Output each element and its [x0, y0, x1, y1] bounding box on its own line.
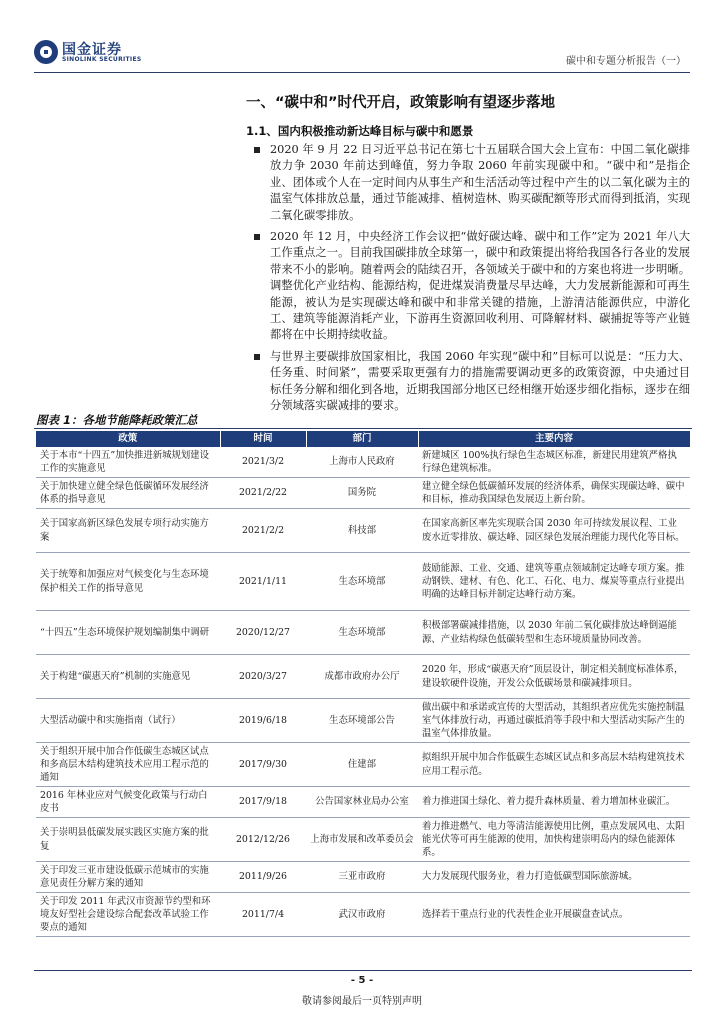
square-bullet-icon	[254, 147, 260, 153]
paragraph-text: 2020 年 12 月，中央经济工作会议把“做好碳达峰、碳中和工作”定为 2021 年八大工作重点之一。目前我国碳排放全球第一，碳中和政策提出将给我国各行各业的发展带来不小的影响。随着两会的陆续召开，各领域关于碳中和的方案也将进一步明晰。调整优化产业结构、能源结构，促进煤炭消费量尽早达峰，大力发展新能源和可再生能源，被认为是实现碳达峰和碳中和非常关键的措施，上游清洁能源供应，中游化工、建筑等能源消耗产业，下游再生资源回收利用、可降解材料、碳捕捉等等产业链都将在中长期持续收益。	[270, 230, 690, 342]
table-row	[36, 862, 690, 893]
logo-english-name: SINOLINK SECURITIES	[62, 56, 142, 63]
department-cell: 公告国家林业局办公室	[306, 787, 418, 818]
policy-cell: 关于组织开展中加合作低碳生态城区试点和多高层木结构建筑技术应用工程示范的通知	[36, 743, 220, 787]
date-cell: 2021/1/11	[220, 553, 306, 611]
policy-cell: 关于构建“碳惠天府”机制的实施意见	[36, 655, 220, 699]
department-cell: 生态环境部	[306, 611, 418, 655]
logo-icon	[34, 40, 58, 64]
policy-table	[36, 431, 691, 937]
date-cell: 2017/9/30	[220, 743, 306, 787]
policy-cell: 关于印发三亚市建设低碳示范城市的实施意见责任分解方案的通知	[36, 862, 220, 893]
table-row	[36, 478, 690, 509]
company-logo	[34, 40, 164, 68]
paragraph	[252, 349, 690, 415]
table-row	[36, 893, 690, 937]
department-cell: 武汉市政府	[306, 893, 418, 937]
department-cell: 科技部	[306, 509, 418, 553]
date-cell: 2012/12/26	[220, 818, 306, 862]
content-cell: 在国家高新区率先实现联合国 2030 年可持续发展议程、工业废水近零排放、碳达峰、园区绿色发展治理能力现代化等目标。	[418, 509, 690, 553]
department-cell: 生态环境部	[306, 553, 418, 611]
department-cell: 上海市人民政府	[306, 447, 418, 478]
paragraph	[252, 229, 690, 344]
figure-title: 图表 1：各地节能降耗政策汇总	[36, 413, 198, 427]
column-header-content: 主要内容	[418, 431, 690, 447]
policy-cell: 2016 年林业应对气候变化政策与行动白皮书	[36, 787, 220, 818]
content-cell: 选择若干重点行业的代表性企业开展碳盘查试点。	[418, 893, 690, 937]
table-row	[36, 743, 690, 787]
paragraph-text: 2020 年 9 月 22 日习近平总书记在第七十五届联合国大会上宣布：中国二氧化碳排放力争 2030 年前达到峰值，努力争取 2060 年前实现碳中和。“碳中和”是指企业、团体或个人在一定时间内从事生产和生活活动等过程中产生的以二氧化碳为主的温室气体排放总量，通过节能减排、植树造林、购买碳配额等形式而得到抵消，实现二氧化碳零排放。	[270, 143, 690, 222]
figure-divider	[34, 428, 692, 429]
table-row	[36, 787, 690, 818]
policy-cell: 关于崇明县低碳发展实践区实施方案的批复	[36, 818, 220, 862]
content-cell: 2020 年，形成“碳惠天府”顶层设计，制定相关制度标准体系，建设软硬件设施，开发公众低碳场景和碳减排项目。	[418, 655, 690, 699]
column-header-date: 时间	[220, 431, 306, 447]
table-row	[36, 447, 690, 478]
table-row	[36, 699, 690, 743]
paragraph-text: 与世界主要碳排放国家相比，我国 2060 年实现“碳中和”目标可以说是：“压力大、任务重、时间紧”，需要采取更强有力的措施需要调动更多的政策资源，中央通过目标任务分解和细化到各地，近期我国部分地区已经相继开始逐步细化指标，逐步在细分领域落实碳减排的要求。	[270, 349, 690, 413]
date-cell: 2011/9/26	[220, 862, 306, 893]
subsection-title: 1.1、国内积极推动新达峰目标与碳中和愿景	[246, 124, 474, 138]
square-bullet-icon	[254, 354, 260, 360]
content-cell: 新建城区 100%执行绿色生态城区标准，新建民用建筑严格执行绿色建筑标准。	[418, 447, 690, 478]
date-cell: 2017/9/18	[220, 787, 306, 818]
date-cell: 2021/2/2	[220, 509, 306, 553]
table-row	[36, 655, 690, 699]
content-cell: 大力发展现代服务业，着力打造低碳型国际旅游城。	[418, 862, 690, 893]
policy-cell: 关于印发 2011 年武汉市资源节约型和环境友好型社会建设综合配套改革试验工作要点的通知	[36, 893, 220, 937]
paragraph	[252, 142, 690, 224]
body-paragraphs	[252, 142, 690, 420]
date-cell: 2020/12/27	[220, 611, 306, 655]
policy-cell: 大型活动碳中和实施指南（试行）	[36, 699, 220, 743]
table-row	[36, 818, 690, 862]
policy-cell: 关于加快建立健全绿色低碳循环发展经济体系的指导意见	[36, 478, 220, 509]
date-cell: 2019/6/18	[220, 699, 306, 743]
content-cell: 做出碳中和承诺或宣传的大型活动，其组织者应优先实施控制温室气体排放行动，再通过碳抵消等手段中和大型活动实际产生的温室气体排放量。	[418, 699, 690, 743]
content-cell: 鼓励能源、工业、交通、建筑等重点领域制定达峰专项方案。推动钢铁、建材、有色、化工、石化、电力、煤炭等重点行业提出明确的达峰目标并制定达峰行动方案。	[418, 553, 690, 611]
date-cell: 2011/7/4	[220, 893, 306, 937]
column-header-department: 部门	[306, 431, 418, 447]
content-cell: 拟组织开展中加合作低碳生态城区试点和多高层木结构建筑技术应用工程示范。	[418, 743, 690, 787]
logo-chinese-name: 国金证券	[62, 42, 122, 58]
date-cell: 2020/3/27	[220, 655, 306, 699]
department-cell: 三亚市政府	[306, 862, 418, 893]
report-title: 碳中和专题分析报告（一）	[566, 56, 686, 67]
department-cell: 成都市政府办公厅	[306, 655, 418, 699]
department-cell: 住建部	[306, 743, 418, 787]
department-cell: 生态环境部公告	[306, 699, 418, 743]
page-header	[34, 36, 690, 73]
date-cell: 2021/3/2	[220, 447, 306, 478]
content-cell: 着力推进国土绿化、着力提升森林质量、着力增加林业碳汇。	[418, 787, 690, 818]
page-number: - 5 -	[350, 975, 374, 986]
table-header-row	[36, 431, 690, 447]
table-row	[36, 553, 690, 611]
content-cell: 着力推进燃气、电力等清洁能源使用比例，重点发展风电、太阳能光伏等可再生能源的使用，加快构建崇明岛内的绿色能源体系。	[418, 818, 690, 862]
policy-cell: “十四五”生态环境保护规划编制集中调研	[36, 611, 220, 655]
content-cell: 建立健全绿色低碳循环发展的经济体系，确保实现碳达峰、碳中和目标，推动我国绿色发展迈上新台阶。	[418, 478, 690, 509]
policy-cell: 关于国家高新区绿色发展专项行动实施方案	[36, 509, 220, 553]
department-cell: 国务院	[306, 478, 418, 509]
table-row	[36, 509, 690, 553]
content-cell: 积极部署碳减排措施，以 2030 年前二氧化碳排放达峰倒逼能源、产业结构绿色低碳转型和生态环境质量协同改善。	[418, 611, 690, 655]
department-cell: 上海市发展和改革委员会	[306, 818, 418, 862]
policy-cell: 关于本市“十四五”加快推进新城规划建设工作的实施意见	[36, 447, 220, 478]
date-cell: 2021/2/22	[220, 478, 306, 509]
policy-cell: 关于统筹和加强应对气候变化与生态环境保护相关工作的指导意见	[36, 553, 220, 611]
disclaimer-note: 敬请参阅最后一页特别声明	[302, 996, 422, 1007]
table-row	[36, 611, 690, 655]
square-bullet-icon	[254, 234, 260, 240]
section-title: 一、“碳中和”时代开启，政策影响有望逐步落地	[246, 95, 556, 111]
footer-divider	[34, 970, 692, 971]
column-header-policy: 政策	[36, 431, 220, 447]
